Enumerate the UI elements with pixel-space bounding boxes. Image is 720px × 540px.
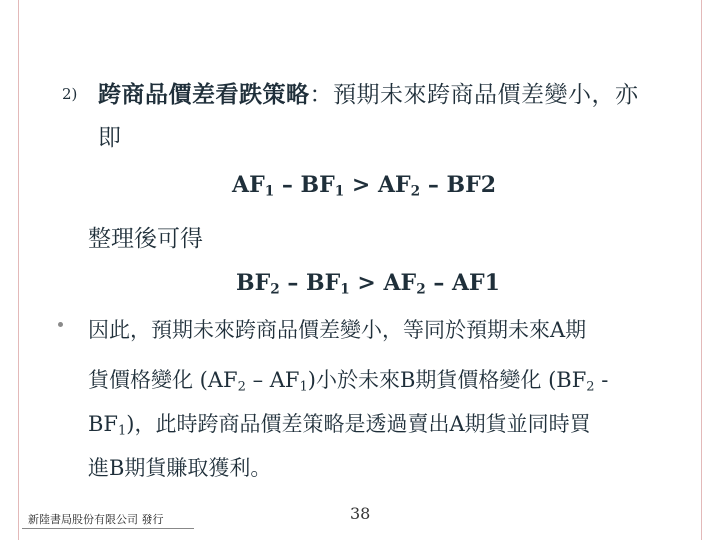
- equation-1: $AF_1 - BF_1 > AF_2 - BF2$: [232, 172, 496, 200]
- heading-line-2: 即: [98, 125, 121, 151]
- paragraph-line-2: 貨價格變化 $(AF_2 - AF_1)$小於未來B期貨價格變化 ($BF_2$ -: [88, 368, 609, 395]
- paragraph-line-1: 因此，預期未來跨商品價差變小，等同於預期未來A期: [88, 318, 587, 342]
- right-border: [701, 0, 702, 540]
- heading-rest: ：預期未來跨商品價差變小，亦: [309, 82, 639, 108]
- paragraph-line-3: $BF_1$)，此時跨商品價差策略是透過賣出A期貨並同時買: [88, 412, 591, 439]
- left-border: [18, 0, 19, 540]
- strategy-title: 跨商品價差看跌策略: [98, 81, 310, 108]
- page-number: 38: [350, 504, 371, 523]
- heading-line: [98, 76, 639, 109]
- item-number: 2): [62, 85, 78, 103]
- bullet-icon: [58, 322, 63, 327]
- footer-divider: [22, 528, 194, 529]
- equation-2: $BF_2 - BF_1 > AF_2 - AF1$: [236, 270, 500, 298]
- publisher-footer: 新陸書局股份有限公司 發行: [28, 513, 164, 526]
- paragraph-line-4: 進B期貨賺取獲利。: [88, 456, 272, 480]
- derivation-text: 整理後可得: [88, 226, 203, 252]
